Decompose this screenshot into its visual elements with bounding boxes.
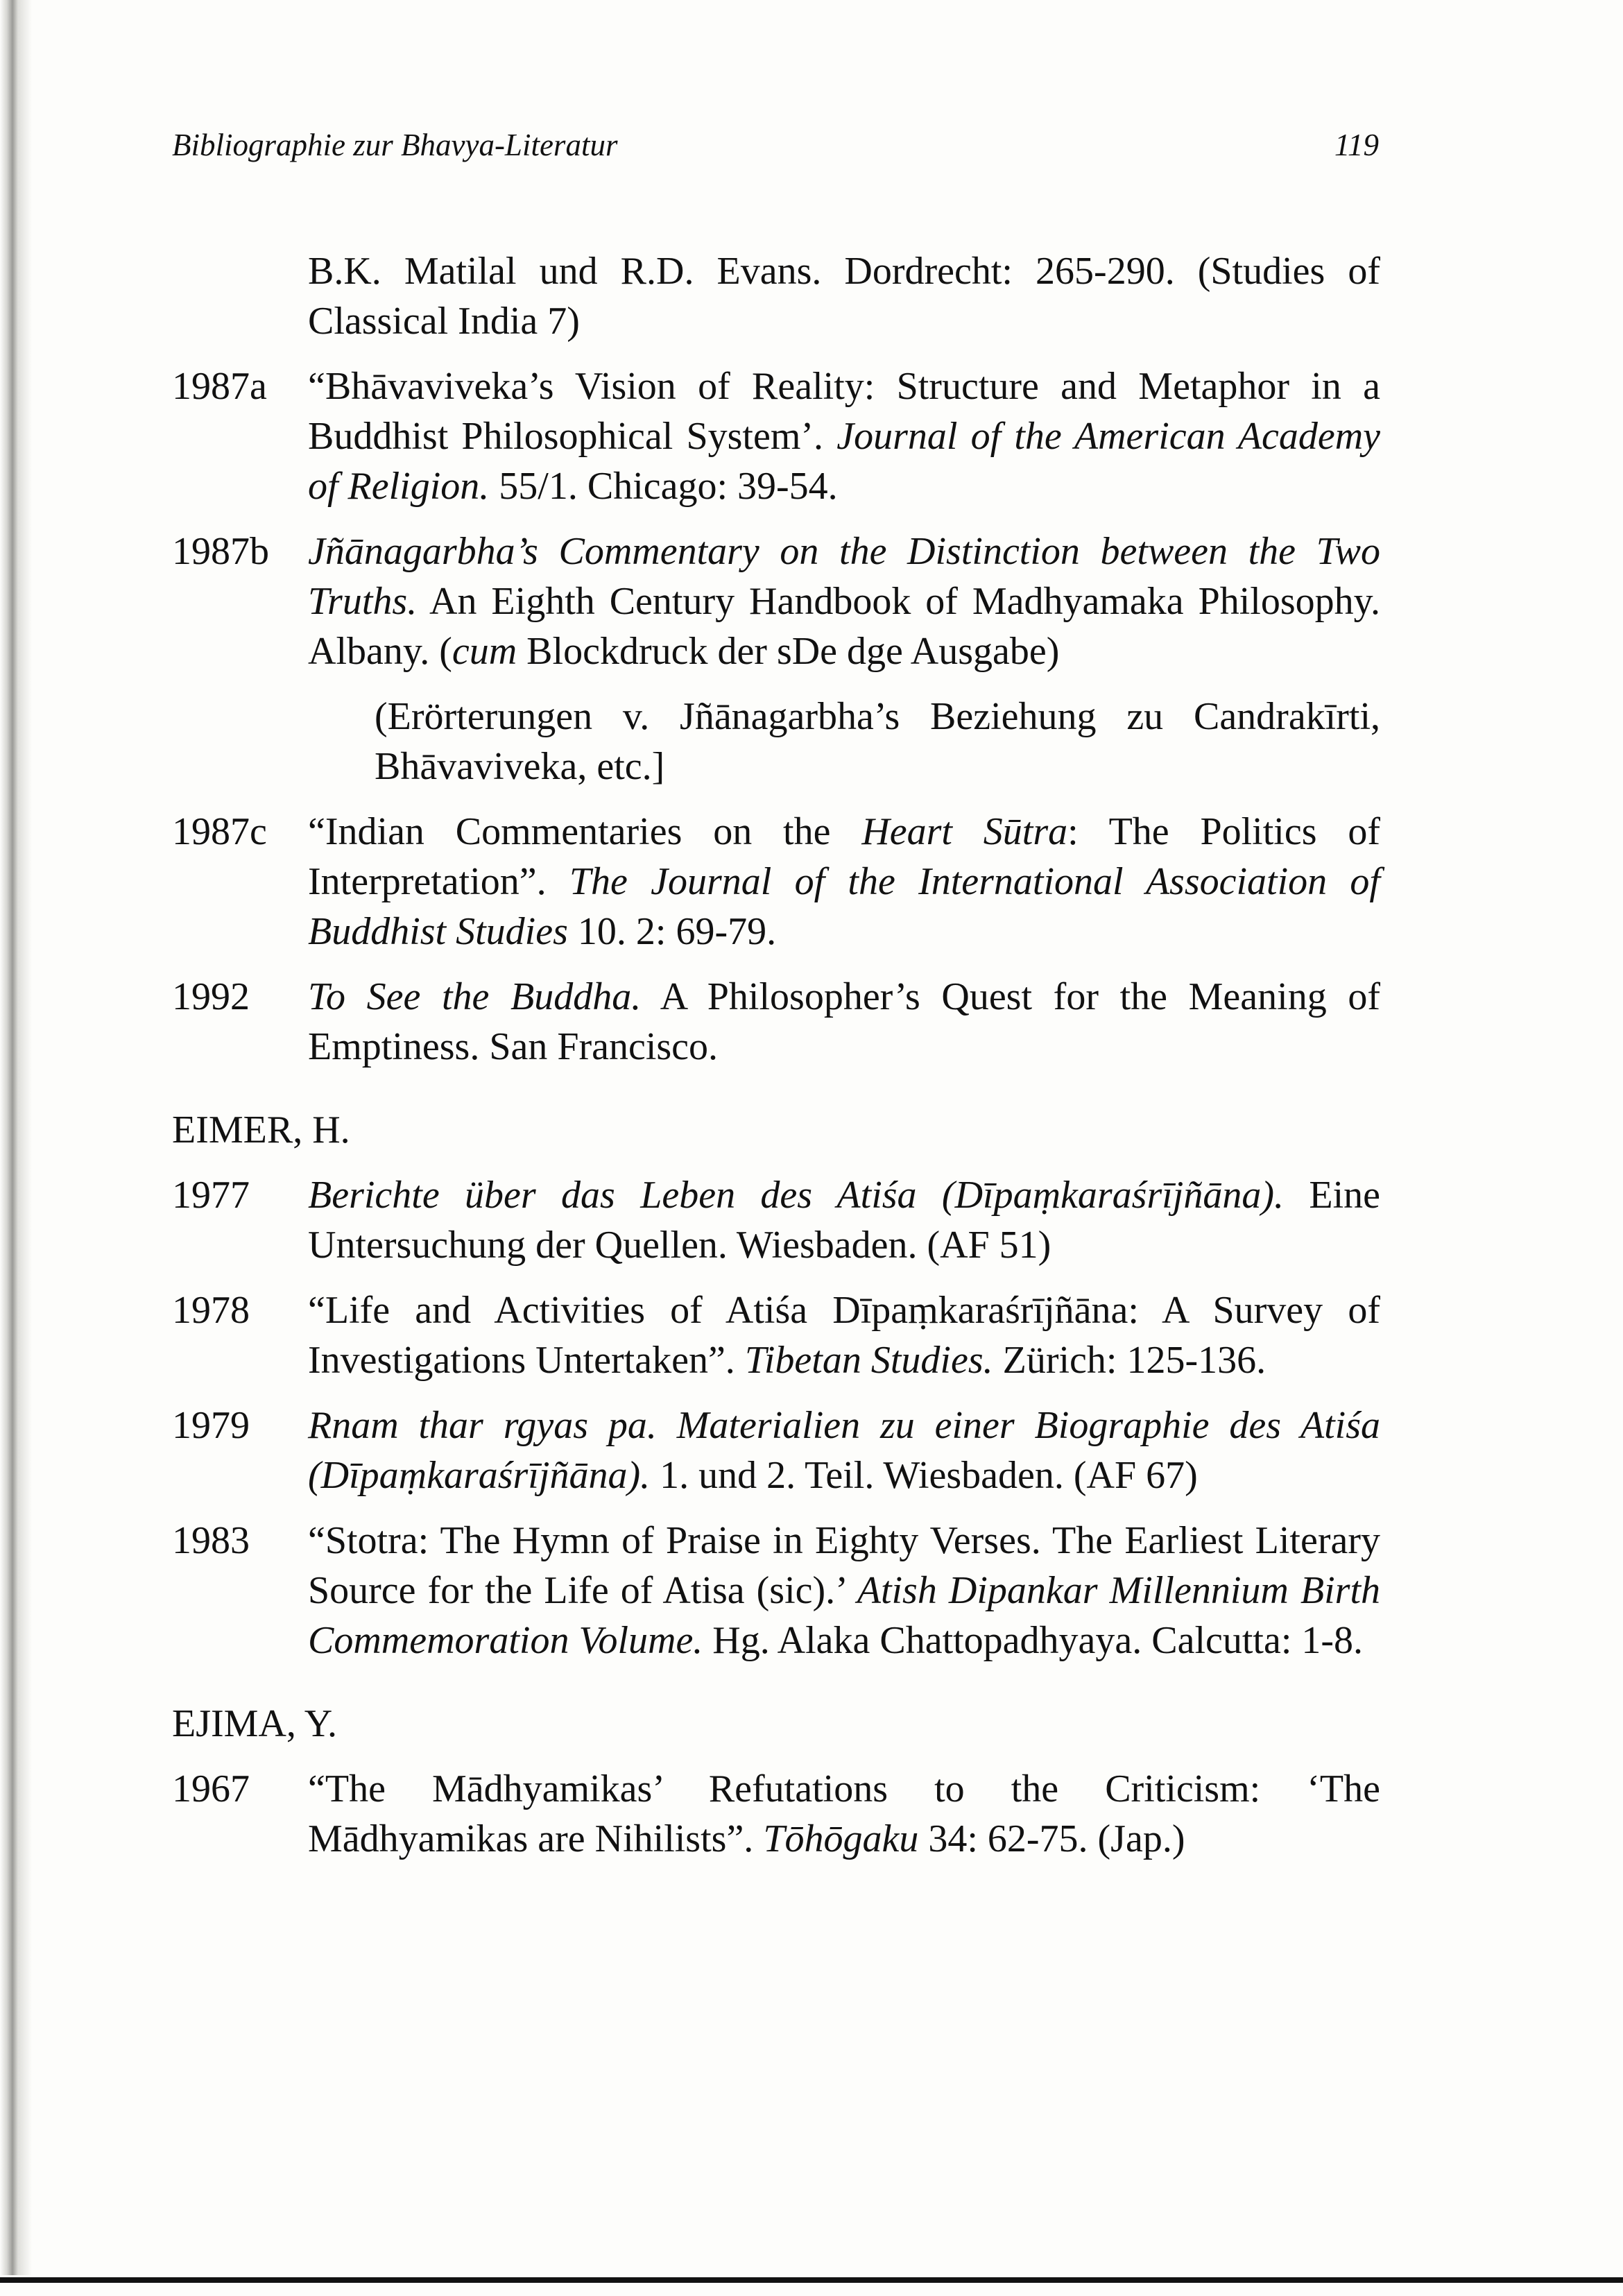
bib-entry-1967 [172, 1764, 1380, 1864]
entry-text: An Eighth Century Handbook of Madhyamaka Philosophy. Albany. ( [308, 580, 1380, 673]
entry-year: 1967 [172, 1767, 250, 1810]
entry-text: “The Mādhyamikas’ Refutations to the Criticism: ‘The Mādhyamikas are Nihilists”. [308, 1767, 1380, 1860]
bib-note-1987b: (Erörterungen v. Jñānagarbha’s Beziehung zu Candrakīrti, Bhāvaviveka, etc.] [375, 695, 1380, 788]
continuation-entry [172, 246, 1380, 346]
entry-year: 1992 [172, 975, 250, 1018]
entry-year: 1977 [172, 1174, 250, 1217]
page-bottom-rule [0, 2277, 1623, 2283]
entry-text: “Bhāvaviveka’s Vision of Reality: Structure and Metaphor in a Buddhist Philosophical System’. [308, 365, 1380, 458]
bibliography-body [172, 246, 1380, 1879]
entry-year: 1987c [172, 810, 267, 853]
entry-text: : The Politics of Interpretation”. [308, 810, 1380, 903]
entry-italic: The Journal of the International Association of Buddhist Studies [308, 860, 1380, 953]
entry-italic: Journal of the American Academy of Religion. [308, 415, 1380, 508]
entry-text: “Indian Commentaries on the [308, 810, 862, 853]
page-number: 119 [1334, 128, 1379, 162]
entry-text: Eine Untersuchung der Quellen. Wiesbaden. (AF 51) [308, 1174, 1381, 1267]
entry-text: A Philosopher’s Quest for the Meaning of Emptiness. San Francisco. [308, 975, 1380, 1068]
entry-italic: Atish Dipankar Millennium Birth Commemoration Volume. [308, 1569, 1381, 1662]
entry-text: 10. 2: 69-79. [567, 910, 777, 953]
bib-entry-1987a [172, 361, 1380, 511]
entry-italic: Rnam thar rgyas pa. Materialien zu einer Biographie des Atiśa (Dīpaṃkaraśrījñāna). [308, 1404, 1380, 1497]
bib-entry-1992 [172, 972, 1380, 1072]
entry-italic: Berichte über das Leben des Atiśa (Dīpaṃkaraśrījñāna). [308, 1174, 1285, 1217]
entry-italic: Heart Sūtra [861, 810, 1068, 853]
entry-text: “Stotra: The Hymn of Praise in Eighty Verses. The Earliest Literary Source for the Life of Atisa (sic).’ [308, 1519, 1380, 1612]
author-heading-ejima: EJIMA, Y. [172, 1702, 338, 1745]
running-head [172, 127, 1379, 169]
entry-year: 1987b [172, 530, 269, 573]
author-heading-eimer: EIMER, H. [172, 1108, 350, 1151]
entry-text: 1. und 2. Teil. Wiesbaden. (AF 67) [650, 1454, 1198, 1497]
entry-text: Hg. Alaka Chattopadhyaya. Calcutta: 1-8. [703, 1619, 1364, 1662]
entry-year: 1979 [172, 1404, 250, 1447]
entry-year: 1978 [172, 1289, 250, 1332]
binding-shadow [0, 0, 32, 2275]
bib-entry-1987b [172, 526, 1380, 676]
entry-italic: Tōhōgaku [763, 1817, 919, 1860]
entry-text: Blockdruck der sDe dge Ausgabe) [517, 630, 1060, 673]
entry-text: 34: 62-75. (Jap.) [918, 1817, 1185, 1860]
entry-italic: Jñānagarbha’s Commentary on the Distinction between the Two Truths. [308, 530, 1380, 623]
bib-entry-1978 [172, 1285, 1380, 1385]
bib-entry-1983 [172, 1516, 1380, 1665]
entry-year: 1983 [172, 1519, 250, 1562]
entry-italic: cum [452, 630, 517, 673]
running-title: Bibliographie zur Bhavya-Literatur [172, 128, 618, 162]
bib-entry-1977 [172, 1170, 1380, 1270]
bib-entry-1979 [172, 1400, 1380, 1500]
entry-text: 55/1. Chicago: 39-54. [489, 465, 838, 508]
bib-entry-1987c [172, 807, 1380, 957]
entry-italic: Tibetan Studies. [744, 1339, 993, 1382]
entry-text: “Life and Activities of Atiśa Dīpaṃkaraśrījñāna: A Survey of Investigations Untertaken”. [308, 1289, 1380, 1382]
continuation-text: B.K. Matilal und R.D. Evans. Dordrecht: 265-290. (Studies of Classical India 7) [308, 250, 1380, 343]
entry-year: 1987a [172, 365, 267, 408]
entry-text: Zürich: 125-136. [993, 1339, 1266, 1382]
entry-italic: To See the Buddha. [308, 975, 642, 1018]
